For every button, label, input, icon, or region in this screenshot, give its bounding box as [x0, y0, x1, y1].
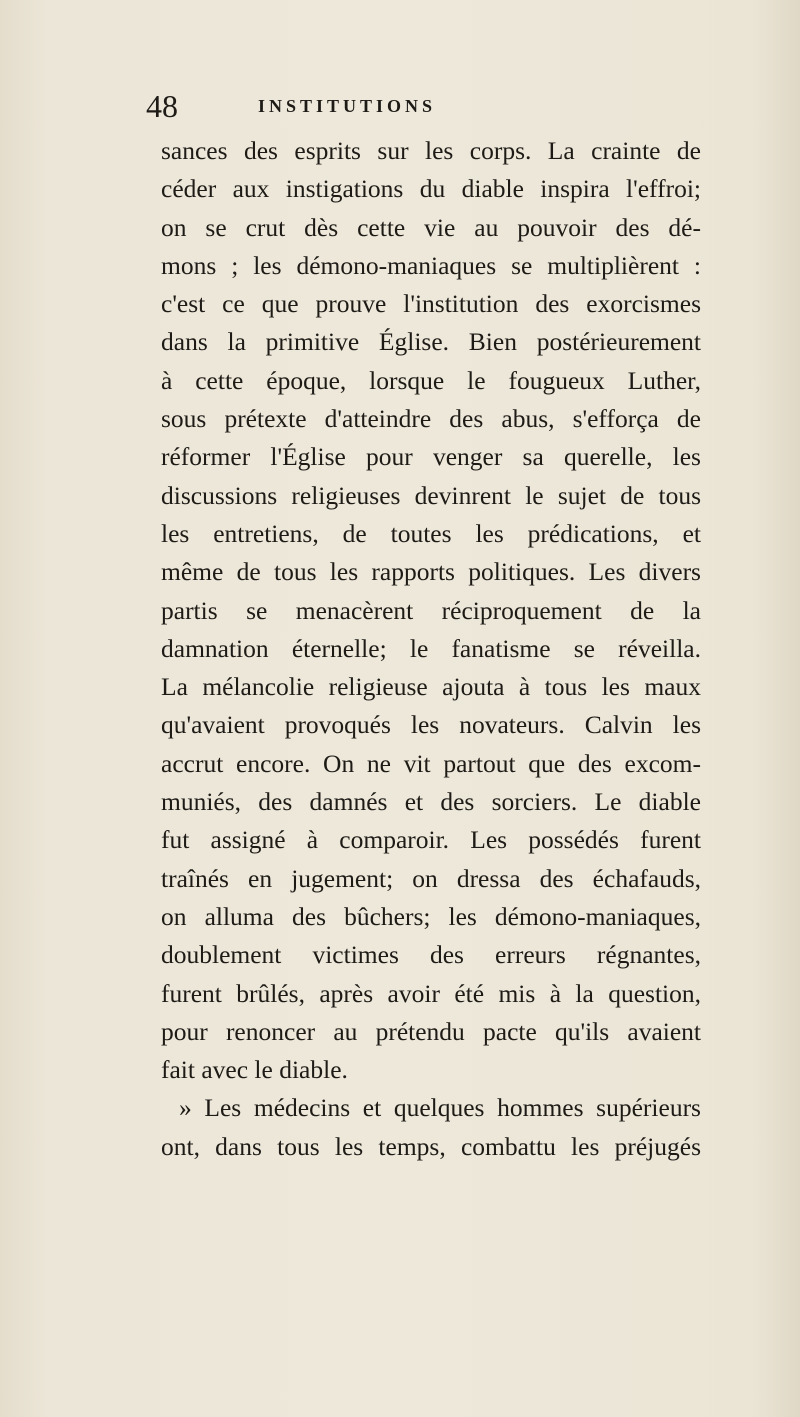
- text-line: doublement victimes des erreurs régnantes,: [161, 940, 701, 970]
- text-line: céder aux instigations du diable inspira l'effroi;: [161, 174, 701, 204]
- text-line: pour renoncer au prétendu pacte qu'ils avaient: [161, 1016, 701, 1046]
- text-line: discussions religieuses devinrent le sujet de tous: [161, 480, 701, 510]
- text-line: ont, dans tous les temps, combattu les préjugés: [161, 1131, 701, 1161]
- text-line: on se crut dès cette vie au pouvoir des dé-: [161, 212, 701, 242]
- text-line: muniés, des damnés et des sorciers. Le diable: [161, 787, 701, 817]
- running-title: INSTITUTIONS: [258, 96, 437, 116]
- text-line: les entretiens, de toutes les prédications, et: [161, 518, 701, 548]
- text-line: réformer l'Église pour venger sa querelle, les: [161, 442, 701, 472]
- text-line: partis se menacèrent réciproquement de la: [161, 595, 701, 625]
- text-line: qu'avaient provoqués les novateurs. Calvin les: [161, 710, 701, 740]
- text-line: traînés en jugement; on dressa des échafauds,: [161, 863, 701, 893]
- text-line: on alluma des bûchers; les démono-maniaques,: [161, 901, 701, 931]
- text-line: accrut encore. On ne vit partout que des excom-: [161, 748, 701, 778]
- text-line: sances des esprits sur les corps. La crainte de: [161, 136, 701, 165]
- text-line: damnation éternelle; le fanatisme se réveilla.: [161, 633, 701, 663]
- text-line: fut assigné à comparoir. Les possédés furent: [161, 825, 701, 855]
- text-line: c'est ce que prouve l'institution des exorcismes: [161, 289, 701, 319]
- text-line: La mélancolie religieuse ajouta à tous les maux: [161, 672, 701, 702]
- text-line: à cette époque, lorsque le fougueux Luther,: [161, 365, 701, 395]
- running-head: 48 INSTITUTIONS: [146, 88, 437, 124]
- text-line: furent brûlés, après avoir été mis à la question,: [161, 978, 701, 1008]
- text-line: mons ; les démono-maniaques se multiplièrent :: [161, 250, 701, 280]
- text-line: dans la primitive Église. Bien postérieurement: [161, 327, 701, 357]
- text-line: même de tous les rapports politiques. Les divers: [161, 557, 701, 587]
- text-line: fait avec le diable.: [161, 1055, 348, 1085]
- text-line: » Les médecins et quelques hommes supérieurs: [179, 1093, 701, 1123]
- body-text: [161, 132, 701, 1166]
- text-line: sous prétexte d'atteindre des abus, s'efforça de: [161, 404, 701, 434]
